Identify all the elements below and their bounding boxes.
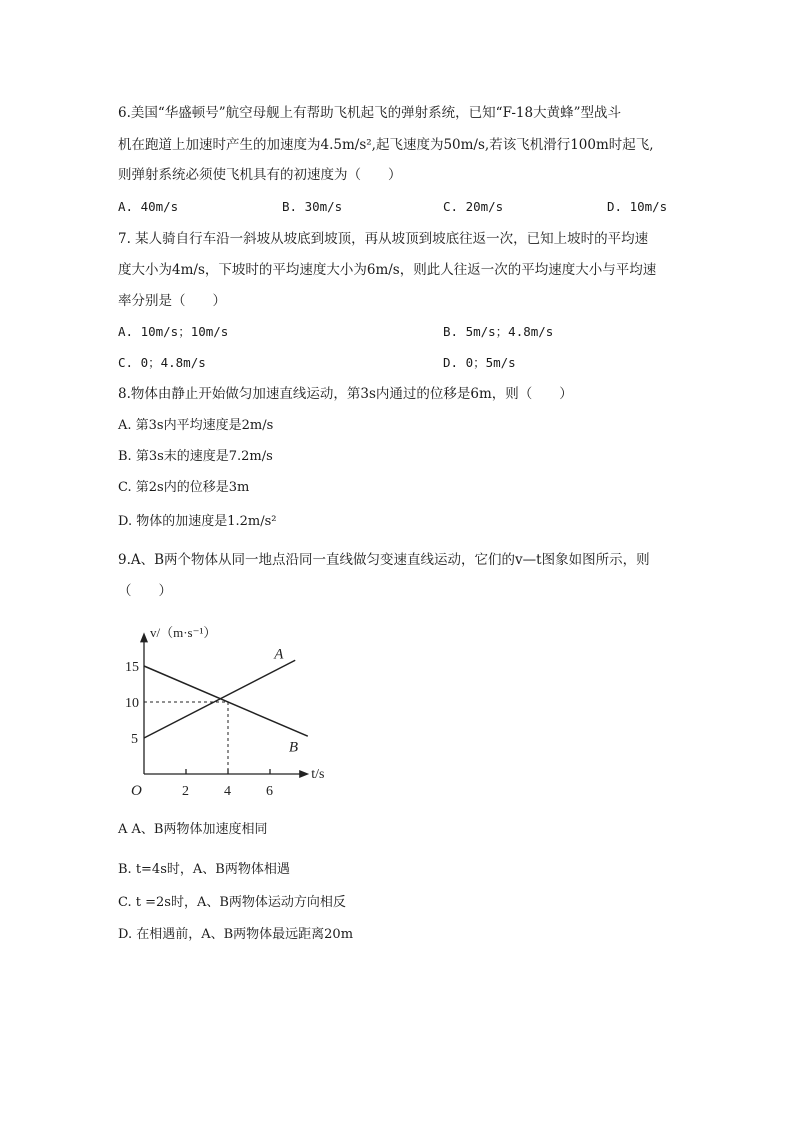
q9-line-2: （ ） (118, 583, 172, 599)
x-tick-label: 6 (266, 784, 273, 799)
q6-option-c: C. 20m/s (443, 199, 504, 214)
x-tick-label: 2 (182, 784, 189, 799)
q6-line-3: 则弹射系统必须使飞机具有的初速度为（ ） (118, 167, 402, 183)
q6-option-b: B. 30m/s (282, 199, 343, 214)
q7-option-c: C. 0；4.8m/s (118, 355, 206, 370)
y-axis-arrow (140, 632, 148, 642)
q8-option-b: B. 第3s末的速度是7.2m/s (118, 449, 273, 464)
q8-line-1: 8.物体由静止开始做匀加速直线运动，第3s内通过的位移是6m，则（ ） (118, 386, 573, 402)
y-tick-label: 10 (125, 696, 139, 711)
x-axis-label: t/s (311, 767, 325, 782)
series-label-a: A (274, 646, 284, 663)
q7-option-a: A. 10m/s；10m/s (118, 324, 229, 339)
q8-option-a: A. 第3s内平均速度是2m/s (118, 418, 274, 433)
q9-line-1: 9.A、B两个物体从同一地点沿同一直线做匀变速直线运动，它们的v—t图象如图所示，则 (118, 552, 650, 568)
q6-line-2: 机在跑道上加速时产生的加速度为4.5m/s²,起飞速度为50m/s,若该飞机滑行100m时起飞, (118, 137, 654, 153)
q7-option-b: B. 5m/s；4.8m/s (443, 324, 554, 339)
q9-option-d: D. 在相遇前，A、B两物体最远距离20m (118, 927, 354, 942)
q7-line-2: 度大小为4m/s，下坡时的平均速度大小为6m/s，则此人往返一次的平均速度大小与平均速 (118, 262, 657, 278)
q9-option-a: A A、B两物体加速度相同 (118, 822, 268, 837)
q6-option-a: A. 40m/s (118, 199, 179, 214)
y-tick-label: 15 (125, 660, 139, 675)
y-tick-label: 5 (131, 732, 138, 747)
q7-option-d: D. 0；5m/s (443, 355, 516, 370)
x-axis-arrow (299, 770, 309, 778)
q7-line-1: 7. 某人骑自行车沿一斜坡从坡底到坡顶，再从坡顶到坡底往返一次，已知上坡时的平均速 (118, 231, 649, 247)
vt-graph (108, 615, 358, 800)
q8-option-d: D. 物体的加速度是1.2m/s² (118, 514, 277, 529)
q9-option-c: C. t =2s时，A、B两物体运动方向相反 (118, 895, 346, 910)
y-axis-label: v/（m·s⁻¹） (150, 625, 217, 640)
x-tick-label: 4 (224, 784, 231, 799)
q6-line-1: 6.美国“华盛顿号”航空母舰上有帮助飞机起飞的弹射系统，已知“F-18大黄蜂”型战斗 (118, 105, 621, 121)
q6-option-d: D. 10m/s (607, 199, 668, 214)
origin-label: O (131, 783, 142, 799)
series-label-b: B (288, 739, 299, 756)
q7-line-3: 率分别是（ ） (118, 293, 226, 309)
q9-option-b: B. t=4s时，A、B两物体相遇 (118, 862, 290, 877)
q8-option-c: C. 第2s内的位移是3m (118, 480, 250, 495)
